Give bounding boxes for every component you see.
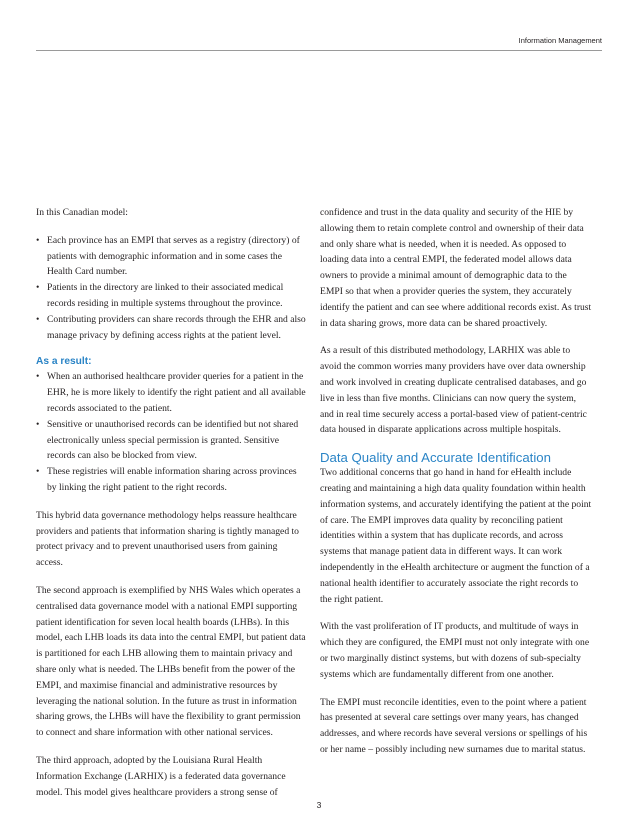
bullet-item: • Sensitive or unauthorised records can be identified but not shared electronically unless special permission is granted. Sensitive records can also be blocked from view.: [36, 417, 306, 464]
body-paragraph: The EMPI must reconcile identities, even to the point where a patient has presented at several care settings over many years, has changed addresses, and where records have several versions or spellings of his or her name – possibly including new surnames due to marital status.: [320, 696, 588, 755]
body-paragraph: Two additional concerns that go hand in hand for eHealth include creating and maintaining a high data quality foundation within health information systems, and accurately identifying the patient at the point of care. The EMPI improves data quality by reconciling patient identities within a system that has duplicate records, and across systems that manage patient data in different ways. It can work independently in the eHealth architecture or augment the function of a national health identifier to accurately associate the right records to the right patient.: [320, 467, 592, 605]
header-divider: [36, 50, 602, 51]
bullet-item: • Contributing providers can share records through the EHR and also manage privacy by defining access rights at the patient level.: [36, 312, 306, 344]
bullet-item: • These registries will enable information sharing across provinces by linking the right patient to the right records.: [36, 464, 306, 496]
page-number: 3: [316, 800, 322, 810]
body-paragraph: The third approach, adopted by the Louisiana Rural Health Information Exchange (LARHIX) is a federated data governance model. This model gives healthcare providers a strong sense of: [36, 754, 286, 798]
result-bullet-list: [36, 369, 306, 495]
intro-text: In this Canadian model:: [36, 207, 128, 218]
body-paragraph: With the vast proliferation of IT products, and multitude of ways in which they are configured, the EMPI must not only integrate with one or two marginally distinct systems, but with dozens of sub-specialty systems which are fundamentally different from one another.: [320, 621, 590, 680]
right-column: [320, 205, 592, 770]
bullet-item: • Each province has an EMPI that serves as a registry (directory) of patients with demographic information and in some cases the Health Card number.: [36, 233, 306, 280]
body-paragraph: As a result of this distributed methodology, LARHIX was able to avoid the common worries many providers have over data ownership and work involved in creating duplicate centralised databases, and go live in less than five months. Clinicians can now query the system, and in real time securely access a portal-based view of patient-centric data housed in disparate applications across multiple hospitals.: [320, 345, 587, 436]
body-paragraph: The second approach is exemplified by NHS Wales which operates a centralised data governance model with a national EMPI supporting patient identification for seven local health boards (LHBs). In this model, each LHB loads its data into the central EMPI, but patient data is partitioned for each LHB allowing them to maintain privacy and share only what is needed. The LHBs benefit from the power of the EMPI, and maximise financial and administrative resources by leveraging the national solution. In the future as trust in information sharing grows, the LHBs will have the flexibility to grant permission to connect and share information with other national services.: [36, 584, 306, 739]
section-heading: Data Quality and Accurate Identification: [320, 450, 551, 466]
intro-bullet-list: [36, 233, 306, 344]
bullet-item: • When an authorised healthcare provider queries for a patient in the EHR, he is more likely to identify the right patient and all available records associated to the patient.: [36, 369, 306, 416]
result-heading: As a result:: [36, 356, 92, 368]
body-paragraph: This hybrid data governance methodology helps reassure healthcare providers and patients that information sharing is tightly managed to protect privacy and to prevent unauthorised users from gaining access.: [36, 509, 299, 569]
bullet-item: • Patients in the directory are linked to their associated medical records residing in multiple systems throughout the province.: [36, 280, 306, 312]
header-title: Information Management: [518, 36, 602, 45]
body-paragraph: confidence and trust in the data quality and security of the HIE by allowing them to retain complete control and ownership of their data and only share what is needed, when it is needed. As opposed to loading data into a central EMPI, the federated model allows data owners to provide a minimal amount of demographic data to the EMPI so that when a provider queries the system, they accurately identify the patient and can see where additional records exist. As trust in data sharing grows, more data can be shared proactively.: [320, 207, 592, 329]
left-column: [36, 205, 306, 812]
